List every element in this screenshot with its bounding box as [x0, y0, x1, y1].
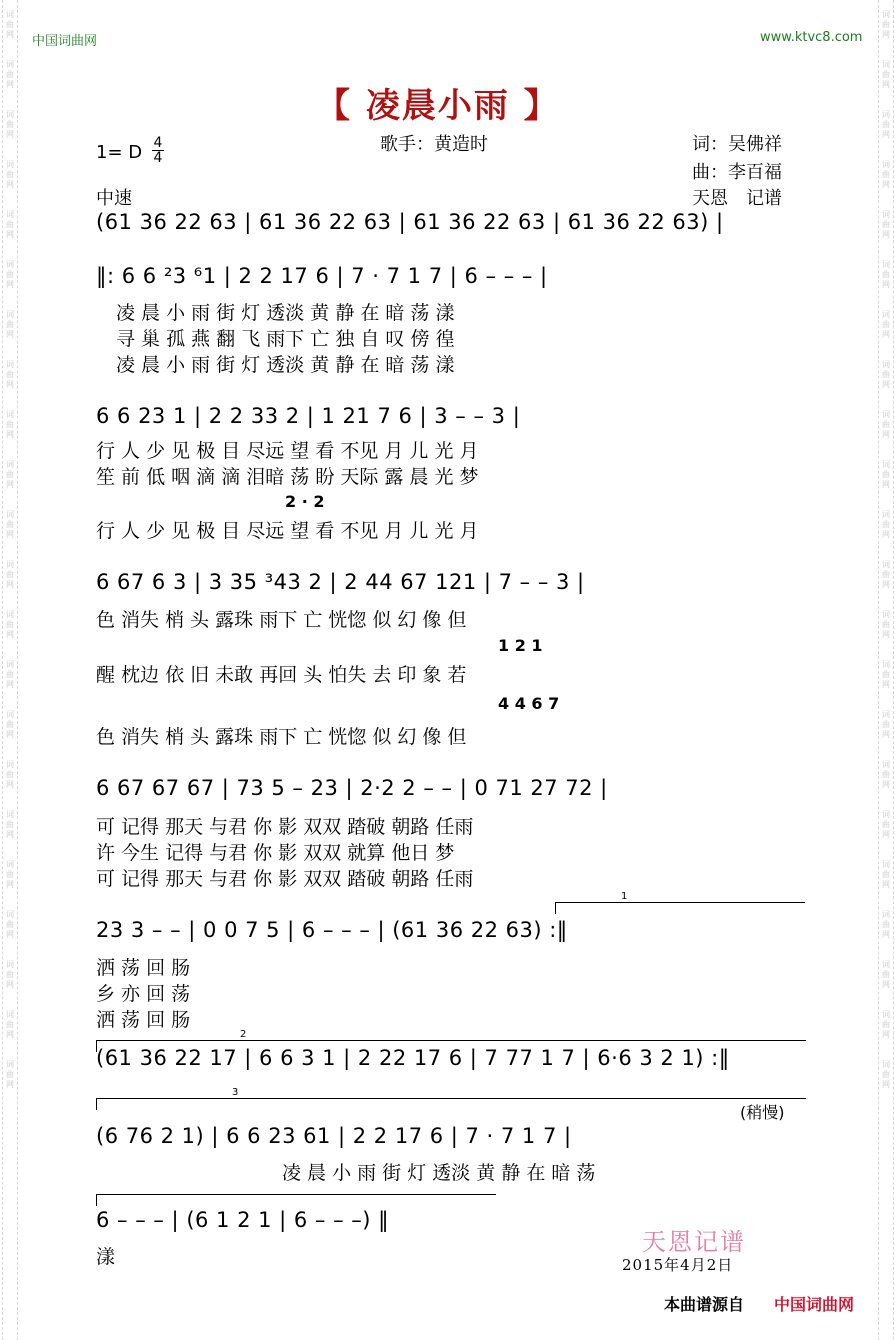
- watermark-text: 词 曲 网: [882, 560, 890, 589]
- watermark-text: 词 曲 网: [6, 560, 14, 589]
- volta-1-bracket: [555, 891, 805, 903]
- watermark-text: 词 曲 网: [6, 360, 14, 389]
- transcriber: 天恩 记谱: [692, 188, 782, 209]
- tempo: 中速: [96, 188, 132, 209]
- footer-source-prefix: 本曲谱源自: [664, 1295, 745, 1314]
- sec4-notes: 6 67 67 67 | 73 5 – 23 | 2·2 2 – – | 0 71 27 72 |: [96, 776, 608, 800]
- watermark-text: 词 曲 网: [6, 310, 14, 339]
- composer: 曲：李百福: [692, 162, 782, 183]
- watermark-text: 词 曲 网: [882, 510, 890, 539]
- watermark-text: 词 曲 网: [882, 760, 890, 789]
- watermark-text: 词 曲 网: [882, 960, 890, 989]
- transcription-date: 2015年4月2日: [622, 1256, 734, 1274]
- watermark-text: 词 曲 网: [6, 860, 14, 889]
- sec3-lyric-3: 色 消失 梢 头 露珠 雨下 亡 恍惚 似 幻 像 但: [96, 726, 467, 748]
- watermark-text: 词 曲 网: [6, 660, 14, 689]
- footer-site-link[interactable]: 中国词曲网: [774, 1295, 855, 1314]
- watermark-text: 词 曲 网: [882, 610, 890, 639]
- watermark-text: 词 曲 网: [882, 1060, 890, 1089]
- sec2-notes: 6 6 23 1 | 2 2 33 2 | 1 21 7 6 | 3 – – 3 |: [96, 404, 521, 428]
- watermark-text: 词 曲 网: [6, 260, 14, 289]
- sec3-lyric-1: 色 消失 梢 头 露珠 雨下 亡 恍惚 似 幻 像 但: [96, 609, 467, 631]
- singer: 歌手：黄造时: [380, 134, 488, 155]
- sec7-lyric-1: 凌 晨 小 雨 街 灯 透淡 黄 静 在 暗 荡: [282, 1162, 596, 1184]
- sec5-lyric-1: 洒 荡 回 肠: [96, 957, 191, 979]
- watermark-text: 词 曲 网: [6, 160, 14, 189]
- watermark-text: 词 曲 网: [882, 310, 890, 339]
- sec5-lyric-2: 乡 亦 回 荡: [96, 983, 191, 1005]
- site-name-left: 中国词曲网: [32, 34, 98, 49]
- watermark-text: 词 曲 网: [6, 1010, 14, 1039]
- watermark-text: 词 曲 网: [6, 460, 14, 489]
- watermark-text: 词 曲 网: [6, 60, 14, 89]
- sec3-lyric-2: 醒 枕边 依 旧 未敢 再回 头 怕失 去 印 象 若: [96, 664, 467, 686]
- watermark-text: 词 曲 网: [882, 910, 890, 939]
- site-url-right[interactable]: www.ktvc8.com: [760, 30, 863, 45]
- watermark-text: 词 曲 网: [6, 710, 14, 739]
- watermark-text: 词 曲 网: [882, 660, 890, 689]
- sec8-notes: 6 – – – | (6 1 2 1 | 6 – – –) ‖: [96, 1208, 390, 1232]
- sec5-lyric-3: 洒 荡 回 肠: [96, 1009, 191, 1031]
- sec2-lyric-1: 行 人 少 见 极 目 尽远 望 看 不见 月 儿 光 月: [96, 440, 479, 462]
- sec5-notes: 23 3 – – | 0 0 7 5 | 6 – – – | (61 36 22 63) :‖: [96, 918, 568, 942]
- volta-3-number: 3: [232, 1087, 239, 1098]
- volta-end-bracket: [96, 1194, 496, 1195]
- intro-notes: (61 36 22 63 | 61 36 22 63 | 61 36 22 63 | 61 36 22 63) |: [96, 210, 724, 234]
- song-title: 【 凌晨小雨 】: [316, 86, 560, 126]
- key-signature: 1= D: [96, 142, 143, 163]
- sec3-alt-notes-2: 4 4 6 7: [498, 694, 560, 713]
- sec4-lyric-1: 可 记得 那天 与君 你 影 双双 踏破 朝路 任雨: [96, 816, 474, 838]
- watermark-text: 词 曲 网: [6, 910, 14, 939]
- sec1-lyric-3: 凌 晨 小 雨 街 灯 透淡 黄 静 在 暗 荡 漾: [116, 354, 455, 376]
- tempo-mark-slower: (稍慢): [740, 1103, 785, 1122]
- sec6-notes: (61 36 22 17 | 6 6 3 1 | 2 22 17 6 | 7 77 1 7 | 6·6 3 2 1) :‖: [96, 1046, 730, 1070]
- lyricist: 词：吴佛祥: [692, 134, 782, 155]
- time-top: 4: [153, 135, 163, 151]
- watermark-text: 词 曲 网: [6, 810, 14, 839]
- sec2-lyric-3: 行 人 少 见 极 目 尽远 望 看 不见 月 儿 光 月: [96, 520, 479, 542]
- volta-2-number: 2: [240, 1029, 247, 1040]
- sec2-lyric-2: 笙 前 低 咽 滴 滴 泪暗 荡 盼 天际 露 晨 光 梦: [96, 466, 479, 488]
- sec4-lyric-2: 许 今生 记得 与君 你 影 双双 就算 他日 梦: [96, 842, 455, 864]
- time-bottom: 4: [153, 150, 163, 166]
- sec2-alt-notes: 2 · 2: [285, 492, 325, 511]
- time-signature: [152, 136, 164, 165]
- transcriber-signature: 天恩记谱: [642, 1228, 746, 1256]
- watermark-text: 词 曲 网: [882, 460, 890, 489]
- sec8-lyric-1: 漾: [96, 1246, 116, 1268]
- watermark-text: 词 曲 网: [882, 110, 890, 139]
- sec1-lyric-1: 凌 晨 小 雨 街 灯 透淡 黄 静 在 暗 荡 漾: [116, 302, 455, 324]
- watermark-text: 词 曲 网: [882, 10, 890, 39]
- watermark-text: 词 曲 网: [6, 10, 14, 39]
- sec1-lyric-2: 寻 巢 孤 燕 翻 飞 雨下 亡 独 自 叹 傍 徨: [116, 328, 455, 350]
- sec3-alt-notes-1: 1 2 1: [498, 636, 543, 655]
- watermark-text: 词 曲 网: [882, 160, 890, 189]
- watermark-text: 词 曲 网: [882, 260, 890, 289]
- sec3-notes: 6 67 6 3 | 3 35 ³43 2 | 2 44 67 121 | 7 – – 3 |: [96, 570, 585, 594]
- watermark-text: 词 曲 网: [6, 410, 14, 439]
- watermark-text: 词 曲 网: [6, 960, 14, 989]
- watermark-text: 词 曲 网: [882, 60, 890, 89]
- watermark-text: 词 曲 网: [6, 210, 14, 239]
- watermark-text: 词 曲 网: [6, 610, 14, 639]
- watermark-text: 词 曲 网: [882, 410, 890, 439]
- volta-1-number: 1: [621, 891, 628, 902]
- watermark-text: 词 曲 网: [882, 1010, 890, 1039]
- right-watermark-strip: [878, 0, 894, 1340]
- watermark-text: 词 曲 网: [882, 360, 890, 389]
- watermark-text: 词 曲 网: [882, 860, 890, 889]
- left-watermark-strip: [2, 0, 18, 1340]
- volta-2-bracket: [96, 1029, 806, 1041]
- watermark-text: 词 曲 网: [6, 110, 14, 139]
- watermark-text: 词 曲 网: [882, 810, 890, 839]
- watermark-text: 词 曲 网: [6, 760, 14, 789]
- volta-3-bracket: [96, 1087, 806, 1099]
- sec7-notes: (6 76 2 1) | 6 6 23 61 | 2 2 17 6 | 7 · 7 1 7 |: [96, 1124, 572, 1148]
- sec1-notes: ‖: 6 6 ²3 ⁶1 | 2 2 17 6 | 7 · 7 1 7 | 6 – – – |: [96, 264, 548, 288]
- watermark-text: 词 曲 网: [882, 710, 890, 739]
- watermark-text: 词 曲 网: [6, 1060, 14, 1089]
- watermark-text: 词 曲 网: [6, 510, 14, 539]
- sec4-lyric-3: 可 记得 那天 与君 你 影 双双 踏破 朝路 任雨: [96, 868, 474, 890]
- watermark-text: 词 曲 网: [882, 210, 890, 239]
